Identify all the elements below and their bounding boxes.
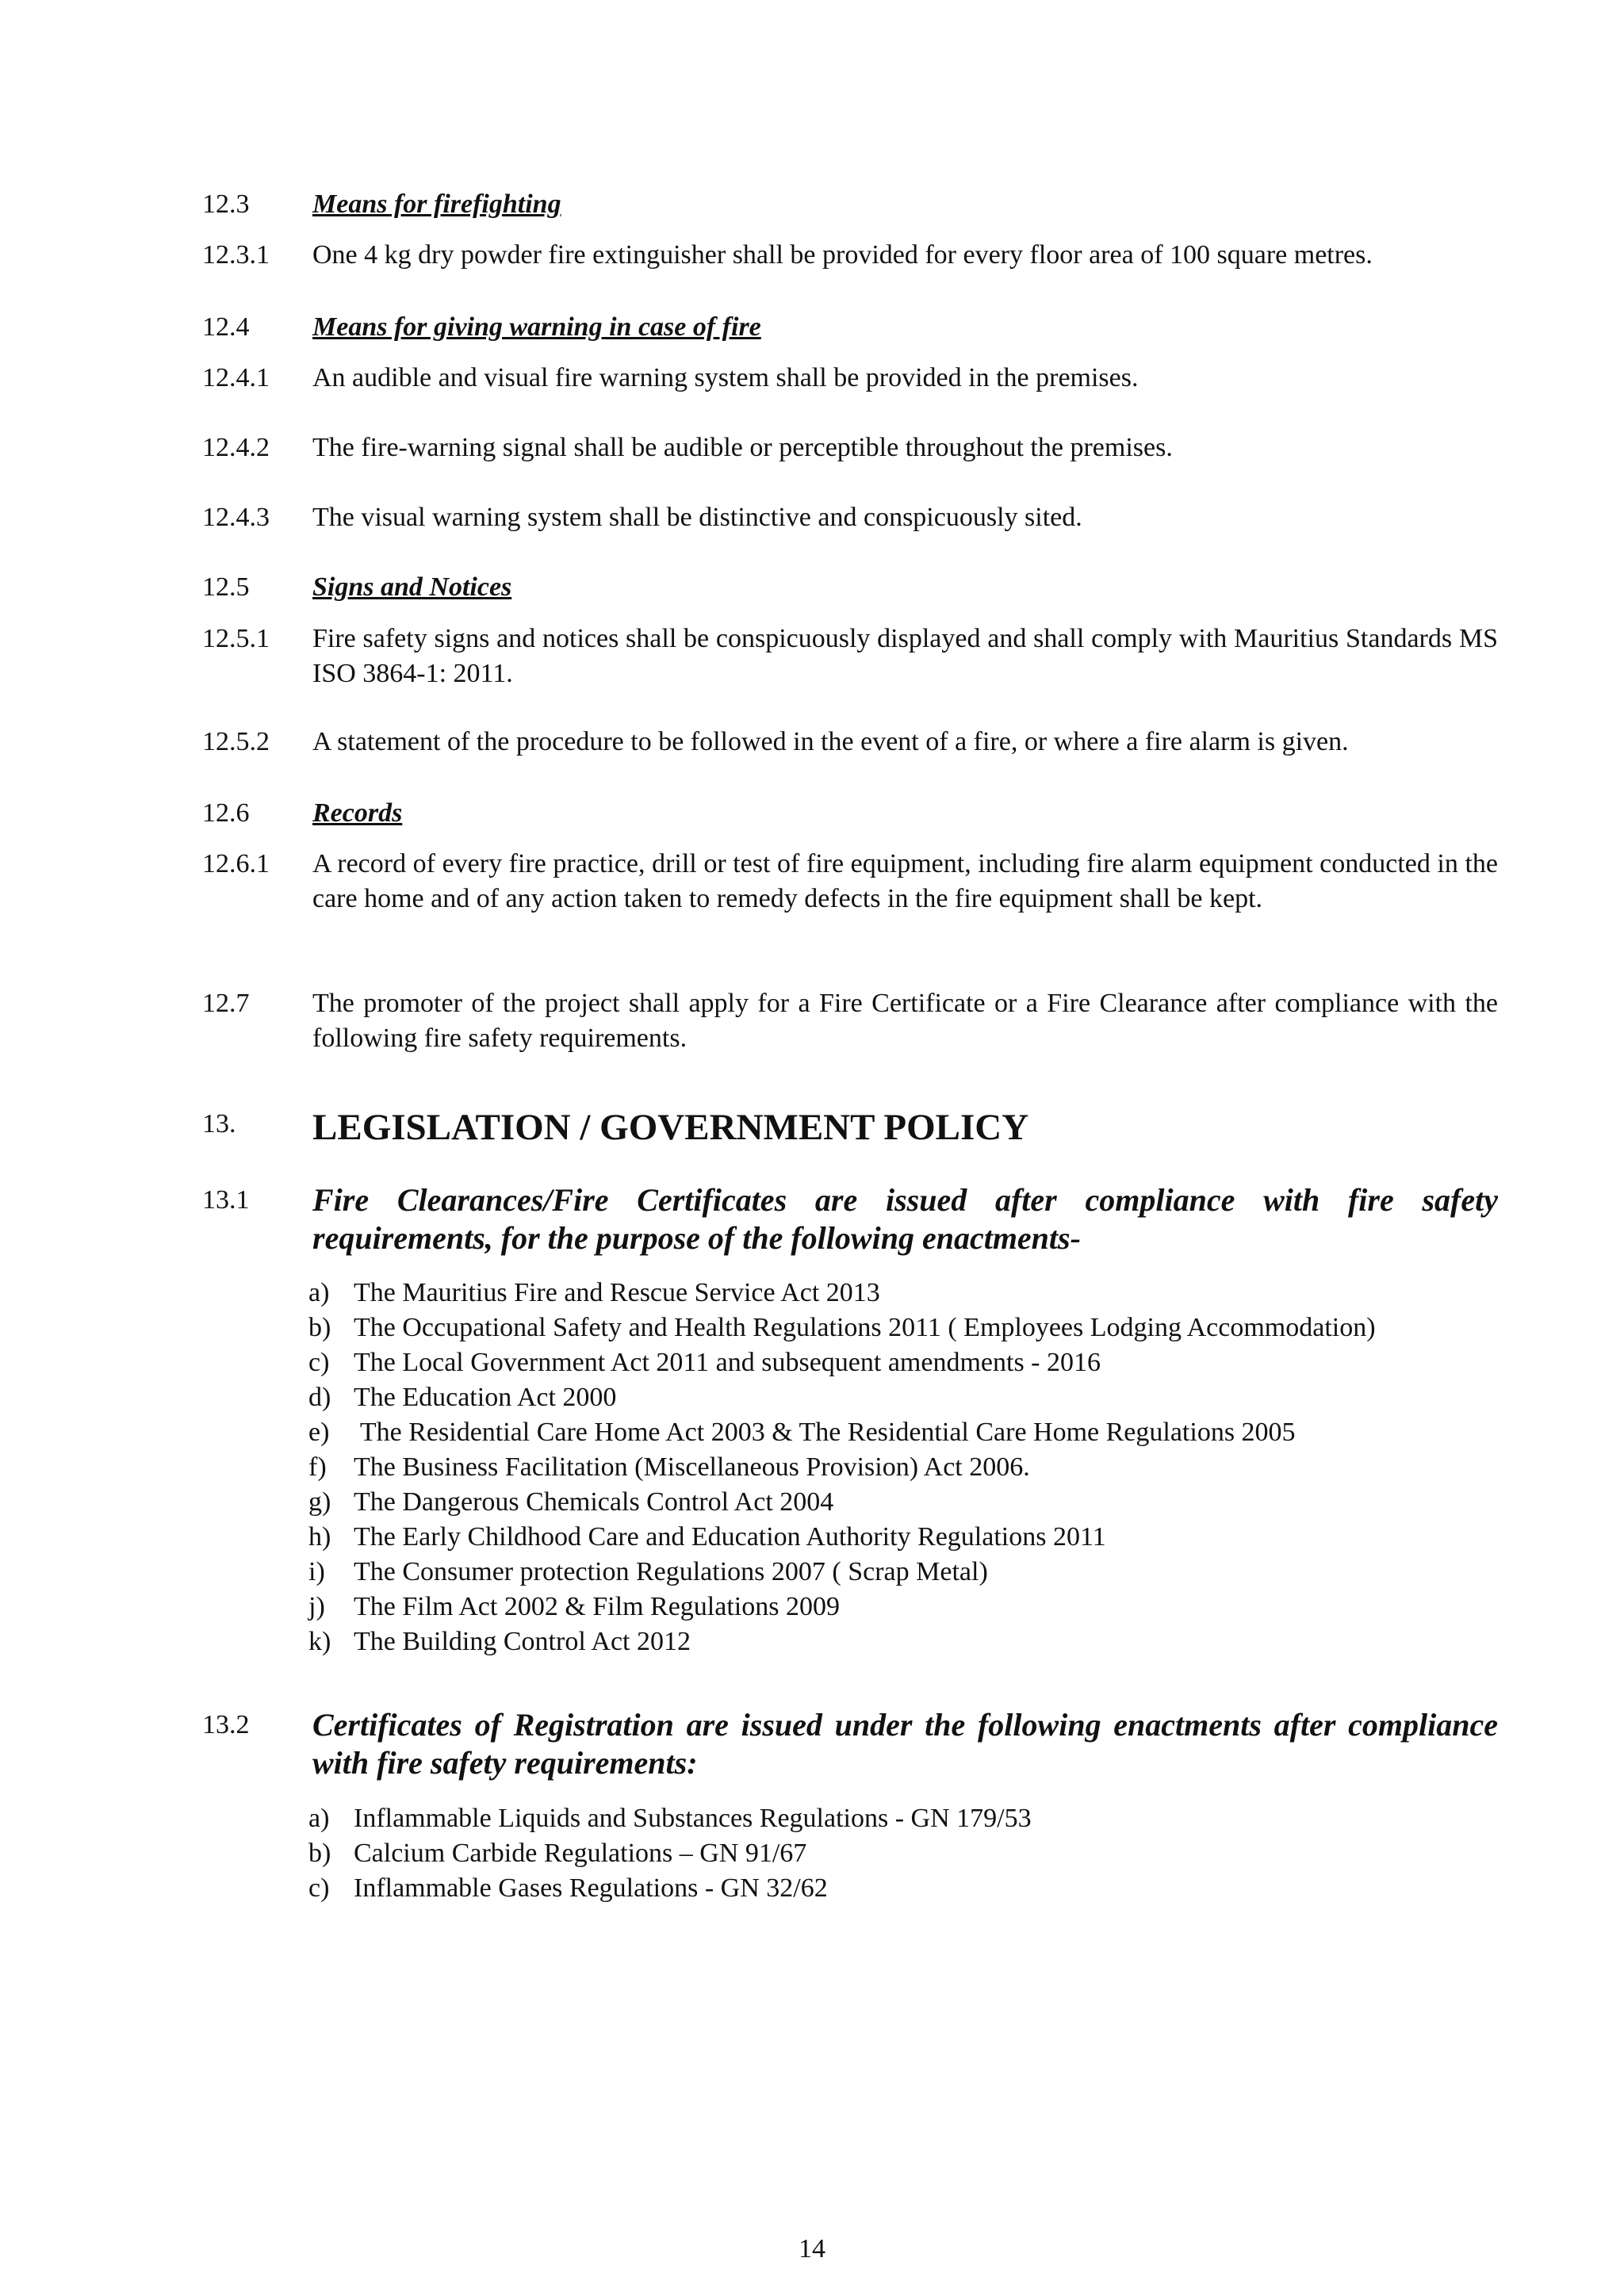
section-intro: Fire Clearances/Fire Certificates are issued after compliance with fire safety requirements, for the purpose of the following enactments- bbox=[312, 1182, 1498, 1256]
list-item bbox=[308, 1415, 1514, 1450]
section-title: Signs and Notices bbox=[312, 572, 512, 602]
clause-text: The promoter of the project shall apply for a Fire Certificate or a Fire Clearance after compliance with the following fire safety requirements. bbox=[312, 989, 1498, 1053]
clause-number: 12.5.2 bbox=[202, 727, 270, 756]
list-text: The Local Government Act 2011 and subsequent amendments - 2016 bbox=[354, 1348, 1101, 1377]
list-item bbox=[308, 1345, 1514, 1380]
section-title: LEGISLATION / GOVERNMENT POLICY bbox=[312, 1107, 1029, 1148]
list-label: c) bbox=[308, 1873, 330, 1903]
list-label: c) bbox=[308, 1348, 330, 1377]
list-text: The Dangerous Chemicals Control Act 2004 bbox=[354, 1487, 834, 1517]
list-item bbox=[308, 1871, 1514, 1906]
list-text: The Education Act 2000 bbox=[354, 1383, 617, 1412]
section-number: 13.1 bbox=[202, 1185, 250, 1215]
list-text: The Building Control Act 2012 bbox=[354, 1627, 691, 1656]
list-text: The Mauritius Fire and Rescue Service Act 2013 bbox=[354, 1278, 880, 1307]
section-intro: Certificates of Registration are issued under the following enactments after compliance with fire safety requirements: bbox=[312, 1707, 1498, 1781]
list-item bbox=[308, 1555, 1514, 1590]
clause-number: 12.6.1 bbox=[202, 849, 270, 878]
section-number: 13.2 bbox=[202, 1710, 250, 1739]
clause-text: A statement of the procedure to be followed in the event of a fire, or where a fire alarm is given. bbox=[312, 727, 1349, 756]
section-number: 13. bbox=[202, 1109, 236, 1138]
clause-number: 12.3.1 bbox=[202, 240, 270, 270]
list-label: a) bbox=[308, 1278, 330, 1307]
list-text: The Film Act 2002 & Film Regulations 2009 bbox=[354, 1592, 840, 1621]
page-number: 14 bbox=[799, 2234, 825, 2263]
list-text: Calcium Carbide Regulations – GN 91/67 bbox=[354, 1839, 807, 1868]
clause-text: Fire safety signs and notices shall be conspicuously displayed and shall comply with Mauritius Standards MS ISO 3864-1: 2011. bbox=[312, 624, 1498, 688]
list-item bbox=[308, 1801, 1514, 1836]
list-label: b) bbox=[308, 1313, 331, 1342]
list-label: k) bbox=[308, 1627, 331, 1656]
list-text: The Residential Care Home Act 2003 & The Residential Care Home Regulations 2005 bbox=[354, 1418, 1296, 1447]
section-title: Means for firefighting bbox=[312, 189, 561, 219]
clause-number: 12.5.1 bbox=[202, 624, 270, 653]
enactments-list bbox=[308, 1276, 1514, 1659]
list-label: f) bbox=[308, 1452, 327, 1482]
list-label: e) bbox=[308, 1418, 330, 1447]
section-number: 12.3 bbox=[202, 189, 250, 219]
clause-number: 12.7 bbox=[202, 989, 250, 1018]
list-text: The Business Facilitation (Miscellaneous Provision) Act 2006. bbox=[354, 1452, 1030, 1482]
section-number: 12.4 bbox=[202, 312, 250, 342]
list-label: h) bbox=[308, 1522, 331, 1552]
list-label: j) bbox=[308, 1592, 325, 1621]
section-number: 12.5 bbox=[202, 572, 250, 602]
clause-text: One 4 kg dry powder fire extinguisher shall be provided for every floor area of 100 square metres. bbox=[312, 240, 1373, 270]
list-text: The Consumer protection Regulations 2007 ( Scrap Metal) bbox=[354, 1557, 988, 1586]
list-item bbox=[308, 1624, 1514, 1659]
list-label: i) bbox=[308, 1557, 325, 1586]
list-item bbox=[308, 1276, 1514, 1311]
list-label: b) bbox=[308, 1839, 331, 1868]
section-title: Records bbox=[312, 798, 403, 828]
list-label: a) bbox=[308, 1804, 330, 1833]
section-title: Means for giving warning in case of fire bbox=[312, 312, 761, 342]
clause-number: 12.4.2 bbox=[202, 433, 270, 462]
list-text: The Occupational Safety and Health Regulations 2011 ( Employees Lodging Accommodation) bbox=[354, 1313, 1376, 1342]
list-text: The Early Childhood Care and Education Authority Regulations 2011 bbox=[354, 1522, 1106, 1552]
clause-text: The fire-warning signal shall be audible or perceptible throughout the premises. bbox=[312, 433, 1173, 462]
list-item bbox=[308, 1311, 1514, 1345]
list-item bbox=[308, 1380, 1514, 1415]
list-item bbox=[308, 1590, 1514, 1624]
registrations-list bbox=[308, 1801, 1514, 1906]
clause-text: A record of every fire practice, drill or test of fire equipment, including fire alarm equipment conducted in the care home and of any action taken to remedy defects in the fire equipment shall be kept. bbox=[312, 849, 1498, 913]
section-number: 12.6 bbox=[202, 798, 250, 828]
list-label: d) bbox=[308, 1383, 331, 1412]
clause-text: The visual warning system shall be distinctive and conspicuously sited. bbox=[312, 503, 1082, 532]
list-item bbox=[308, 1485, 1514, 1520]
clause-number: 12.4.3 bbox=[202, 503, 270, 532]
clause-number: 12.4.1 bbox=[202, 363, 270, 392]
list-item bbox=[308, 1520, 1514, 1555]
list-item bbox=[308, 1836, 1514, 1871]
clause-text: An audible and visual fire warning system shall be provided in the premises. bbox=[312, 363, 1139, 392]
list-text: Inflammable Liquids and Substances Regulations - GN 179/53 bbox=[354, 1804, 1032, 1833]
list-label: g) bbox=[308, 1487, 331, 1517]
list-text: Inflammable Gases Regulations - GN 32/62 bbox=[354, 1873, 828, 1903]
list-item bbox=[308, 1450, 1514, 1485]
